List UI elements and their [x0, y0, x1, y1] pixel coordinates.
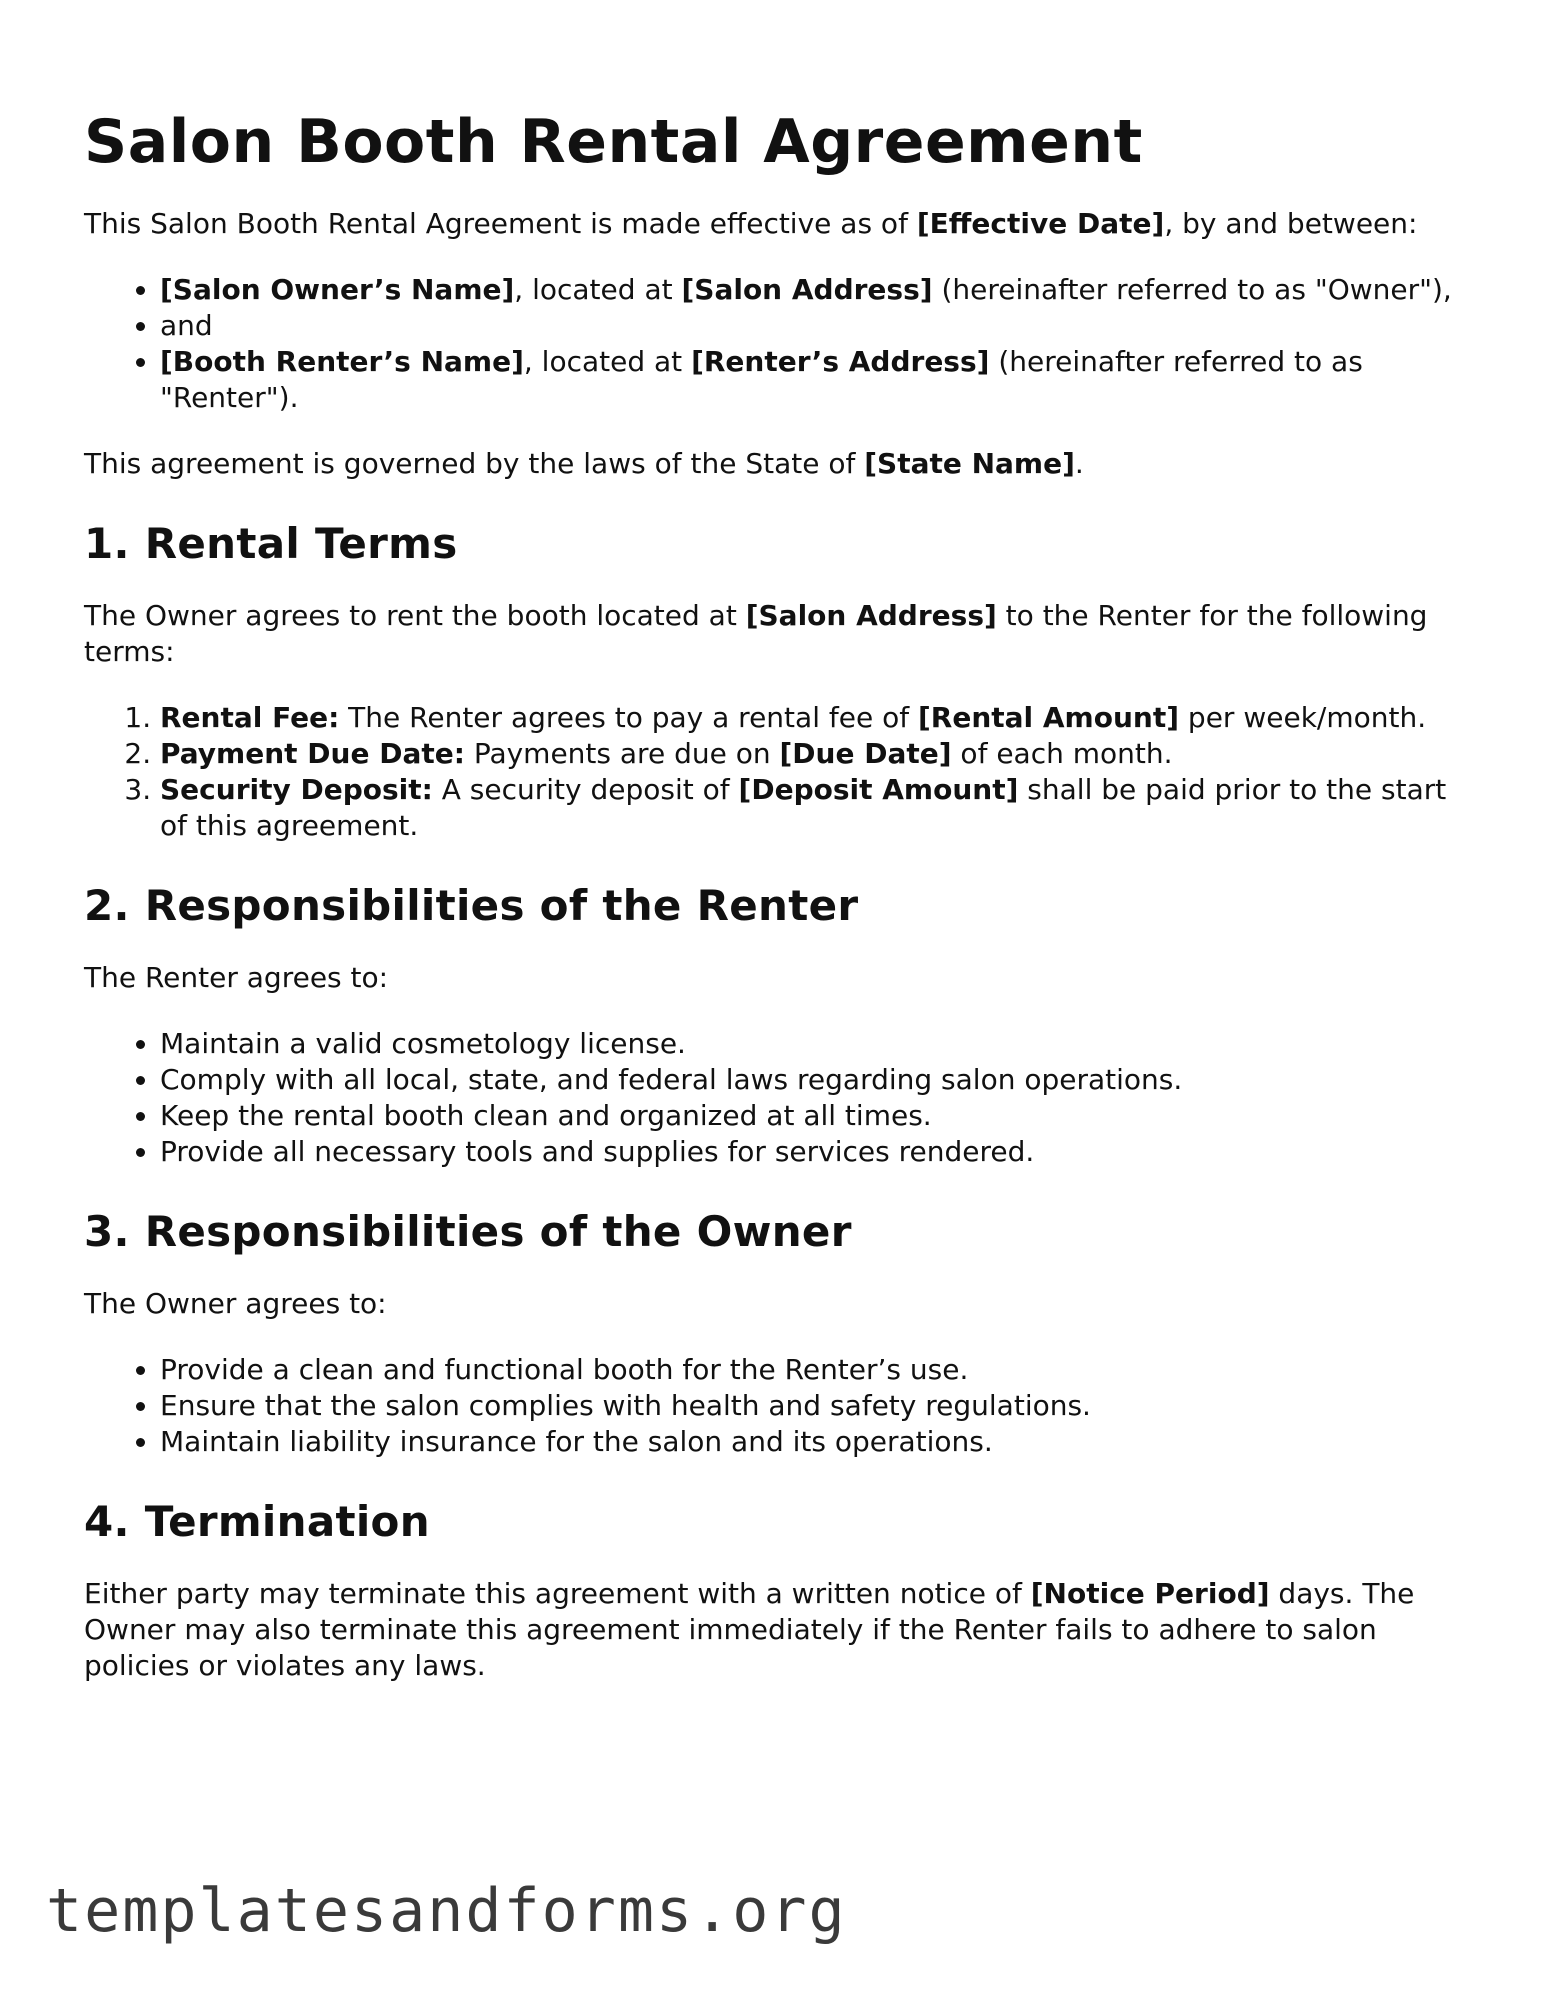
rental-intro-text-end: to the Renter for the following terms:	[84, 599, 1428, 668]
parties-list	[84, 272, 1464, 416]
watermark-text: templatesandforms.org	[46, 1876, 847, 1946]
state-name-placeholder: [State Name]	[864, 447, 1075, 480]
term-text: per week/month.	[1179, 701, 1427, 734]
due-date-placeholder: [Due Date]	[779, 737, 952, 770]
renter-responsibilities-intro: The Renter agrees to:	[84, 961, 389, 994]
termination-paragraph	[84, 1576, 1464, 1684]
term-text: shall be paid prior to the start of this agreement.	[160, 773, 1447, 842]
renter-responsibilities-list	[84, 1026, 1464, 1170]
list-item-payment-due	[160, 736, 1464, 772]
renter-address-placeholder: [Renter’s Address]	[691, 345, 990, 378]
term-text: A security deposit of	[432, 773, 739, 806]
list-item: • Keep the rental booth clean and organized at all times.	[160, 1098, 1464, 1134]
intro-text: This Salon Booth Rental Agreement is made effective as of	[84, 207, 917, 240]
rental-terms-intro	[84, 598, 1464, 670]
owner-responsibilities-list	[84, 1352, 1464, 1460]
section-heading-rental-terms: 1. Rental Terms	[84, 519, 458, 568]
list-item: • Ensure that the salon complies with health and safety regulations.	[160, 1388, 1464, 1424]
salon-address-placeholder: [Salon Address]	[745, 599, 997, 632]
list-item-text: , located at	[514, 273, 682, 306]
owner-responsibilities-intro: The Owner agrees to:	[84, 1287, 387, 1320]
list-item-text: (hereinafter referred to as "Renter").	[160, 345, 1363, 414]
list-item-security-deposit	[160, 772, 1464, 844]
renter-name-placeholder: [Booth Renter’s Name]	[160, 345, 524, 378]
list-item-rental-fee	[160, 700, 1464, 736]
intro-paragraph	[84, 206, 1464, 242]
document-title: Salon Booth Rental Agreement	[84, 107, 1143, 177]
list-item: • Maintain a valid cosmetology license.	[160, 1026, 1464, 1062]
list-item-renter	[160, 344, 1464, 416]
list-item: • Provide all necessary tools and supplies for services rendered.	[160, 1134, 1464, 1170]
rental-terms-list	[84, 700, 1464, 844]
intro-text-end: , by and between:	[1164, 207, 1418, 240]
deposit-amount-placeholder: [Deposit Amount]	[738, 773, 1019, 806]
termination-text-end: days. The Owner may also terminate this agreement immediately if the Renter fails to adhere to salon policies or violates any laws.	[84, 1577, 1415, 1682]
section-heading-owner-responsibilities: 3. Responsibilities of the Owner	[84, 1207, 852, 1256]
rental-amount-placeholder: [Rental Amount]	[917, 701, 1180, 734]
owner-name-placeholder: [Salon Owner’s Name]	[160, 273, 515, 306]
term-text: Payments are due on	[464, 737, 780, 770]
list-item: • Maintain liability insurance for the salon and its operations.	[160, 1424, 1464, 1460]
document-page	[84, 100, 1464, 1714]
effective-date-placeholder: [Effective Date]	[916, 207, 1165, 240]
notice-period-placeholder: [Notice Period]	[1030, 1577, 1270, 1610]
list-item: • Provide a clean and functional booth for the Renter’s use.	[160, 1352, 1464, 1388]
list-item: • Comply with all local, state, and federal laws regarding salon operations.	[160, 1062, 1464, 1098]
term-label: Security Deposit:	[160, 773, 433, 806]
termination-text: Either party may terminate this agreement with a written notice of	[84, 1577, 1031, 1610]
section-heading-renter-responsibilities: 2. Responsibilities of the Renter	[84, 881, 859, 930]
salon-address-placeholder: [Salon Address]	[681, 273, 933, 306]
list-item-text: (hereinafter referred to as "Owner"),	[932, 273, 1452, 306]
governing-text: This agreement is governed by the laws of the State of	[84, 447, 865, 480]
governing-text-end: .	[1074, 447, 1084, 480]
list-item-text: , located at	[523, 345, 692, 378]
term-text: of each month.	[951, 737, 1173, 770]
term-text: The Renter agrees to pay a rental fee of	[339, 701, 918, 734]
governing-law-paragraph	[84, 446, 1464, 482]
list-item-text: and	[160, 309, 213, 342]
term-label: Rental Fee:	[160, 701, 340, 734]
term-label: Payment Due Date:	[160, 737, 465, 770]
list-item-owner	[160, 272, 1464, 308]
rental-intro-text: The Owner agrees to rent the booth located at	[84, 599, 746, 632]
section-heading-termination: 4. Termination	[84, 1497, 430, 1546]
list-item-and	[160, 308, 1464, 344]
